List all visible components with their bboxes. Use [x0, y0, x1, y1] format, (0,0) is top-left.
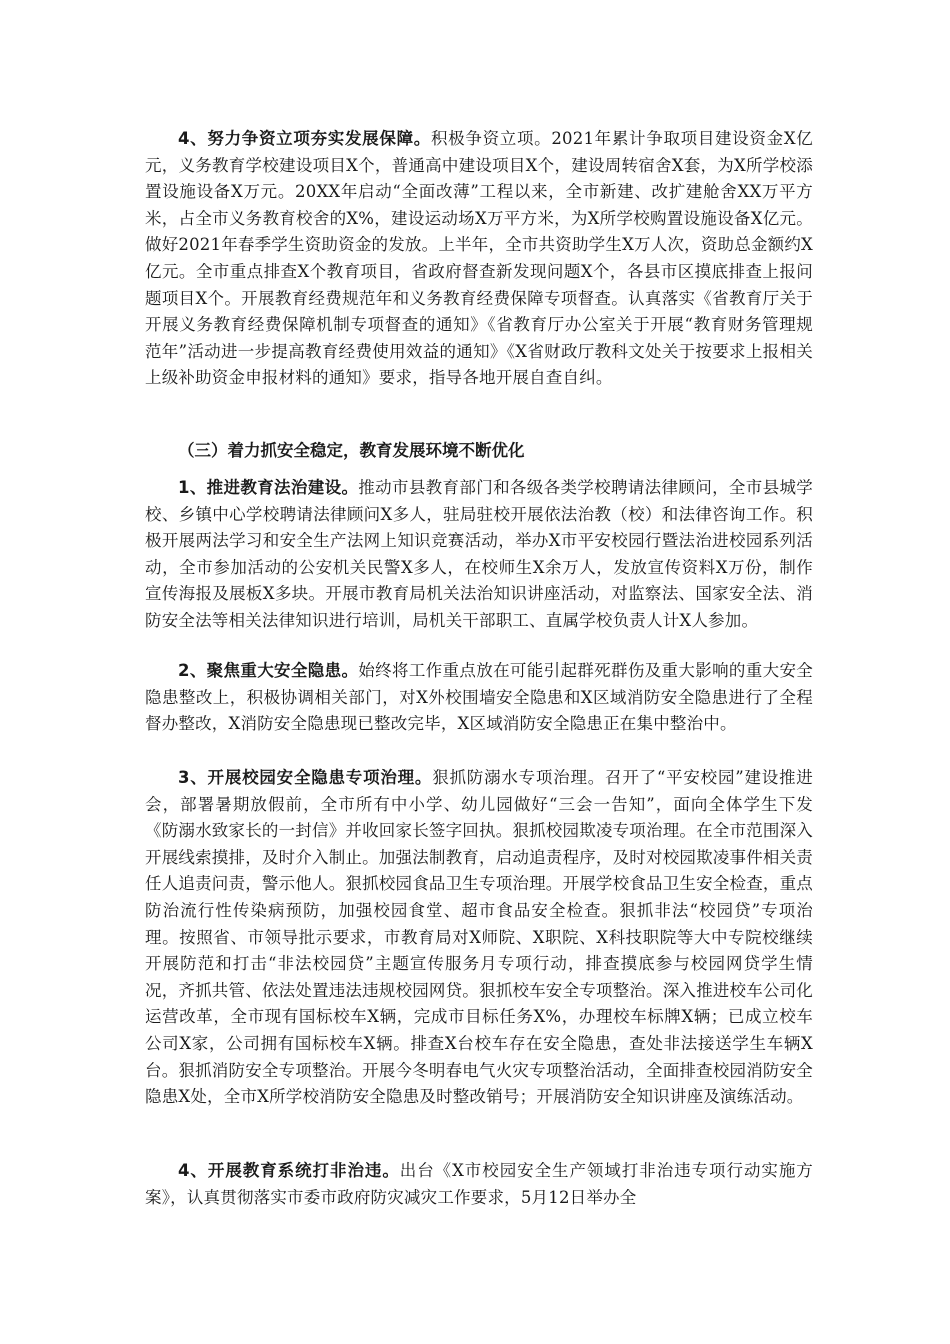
- paragraph-funding: [145, 126, 813, 392]
- paragraph-campus-safety: [145, 765, 813, 1111]
- paragraph-heading: 2、聚焦重大安全隐患。: [178, 661, 359, 680]
- paragraph-body: 积极争资立项。2021年累计争取项目建设资金X亿元，义务教育学校建设项目X个，普通高中建设项目X个，建设周转宿舍X套，为X所学校添置设施设备X万元。20XX年启动“全面改薄”工程以来，全市新建、改扩建舱舍XX万平方米，占全市义务教育校舍的X%，建设运动场X万平方米，为X所学校购置设施设备X亿元。做好2021年春季学生资助资金的发放。上半年，全市共资助学生X万人次，资助总金额约X亿元。全市重点排查X个教育项目，省政府督查新发现问题X个，各县市区摸底排查上报问题项目X个。开展教育经费规范年和义务教育经费保障专项督查。认真落实《省教育厅关于开展义务教育经费保障机制专项督查的通知》《省教育厅办公室关于开展“教育财务管理规范年”活动进一步提高教育经费使用效益的通知》《X省财政厅教科文处关于按要求上报相关上级补助资金申报材料的通知》要求，指导各地开展自查自纠。: [145, 129, 813, 388]
- paragraph-body: 推动市县教育部门和各级各类学校聘请法律顾问，全市县城学校、乡镇中心学校聘请法律顾问X多人，驻局驻校开展依法治教（校）和法律咨询工作。积极开展两法学习和安全生产法网上知识竞赛活动，举办X市平安校园行暨法治进校园系列活动，全市参加活动的公安机关民警X多人，在校师生X余万人，发放宣传资料X万份，制作宣传海报及展板X多块。开展市教育局机关法治知识讲座活动，对监察法、国家安全法、消防安全法等相关法律知识进行培训，局机关干部职工、直属学校负责人计X人参加。: [145, 478, 813, 630]
- paragraph-body: 出台《X市校园安全生产领域打非治违专项行动实施方案》，认真贯彻落实市委市政府防灾减灾工作要求，5月12日举办全: [145, 1161, 813, 1207]
- paragraph-heading: 4、开展教育系统打非治违。: [178, 1161, 400, 1180]
- paragraph-crackdown: [145, 1158, 813, 1211]
- section-heading: （三）着力抓安全稳定，教育发展环境不断优化: [178, 441, 525, 460]
- paragraph-major-hazards: [145, 658, 813, 738]
- paragraph-heading: 3、开展校园安全隐患专项治理。: [178, 768, 433, 787]
- paragraph-heading: 1、推进教育法治建设。: [178, 478, 359, 497]
- paragraph-heading: 4、努力争资立项夯实发展保障。: [178, 129, 431, 148]
- paragraph-body: 狠抓防溺水专项治理。召开了“平安校园”建设推进会，部署暑期放假前，全市所有中小学、幼儿园做好“三会一告知”，面向全体学生下发《防溺水致家长的一封信》并收回家长签字回执。狠抓校园欺凌专项治理。在全市范围深入开展线索摸排，及时介入制止。加强法制教育，启动追责程序，及时对校园欺凌事件相关责任人追责问责，警示他人。狠抓校园食品卫生专项治理。开展学校食品卫生安全检查，重点防治流行性传染病预防，加强校园食堂、超市食品安全检查。狠抓非法“校园贷”专项治理。按照省、市领导批示要求，市教育局对X师院、X职院、X科技职院等大中专院校继续开展防范和打击“非法校园贷”主题宣传服务月专项行动，排查摸底参与校园网贷学生情况，齐抓共管、依法处置违法违规校园网贷。狠抓校车安全专项整治。深入推进校车公司化运营改革，全市现有国标校车X辆，完成市目标任务X%，办理校车标牌X辆；已成立校车公司X家，公司拥有国标校车X辆。排查X台校车存在安全隐患，查处非法接送学生车辆X台。狠抓消防安全专项整治。开展今冬明春电气火灾专项整治活动，全面排查校园消防安全隐患X处，全市X所学校消防安全隐患及时整改销号；开展消防安全知识讲座及演练活动。: [145, 768, 813, 1107]
- paragraph-legal: [145, 475, 813, 635]
- paragraph-body: 始终将工作重点放在可能引起群死群伤及重大影响的重大安全隐患整改上，积极协调相关部门，对X外校围墙安全隐患和X区域消防安全隐患进行了全程督办整改，X消防安全隐患现已整改完毕，X区域消防安全隐患正在集中整治中。: [145, 661, 813, 734]
